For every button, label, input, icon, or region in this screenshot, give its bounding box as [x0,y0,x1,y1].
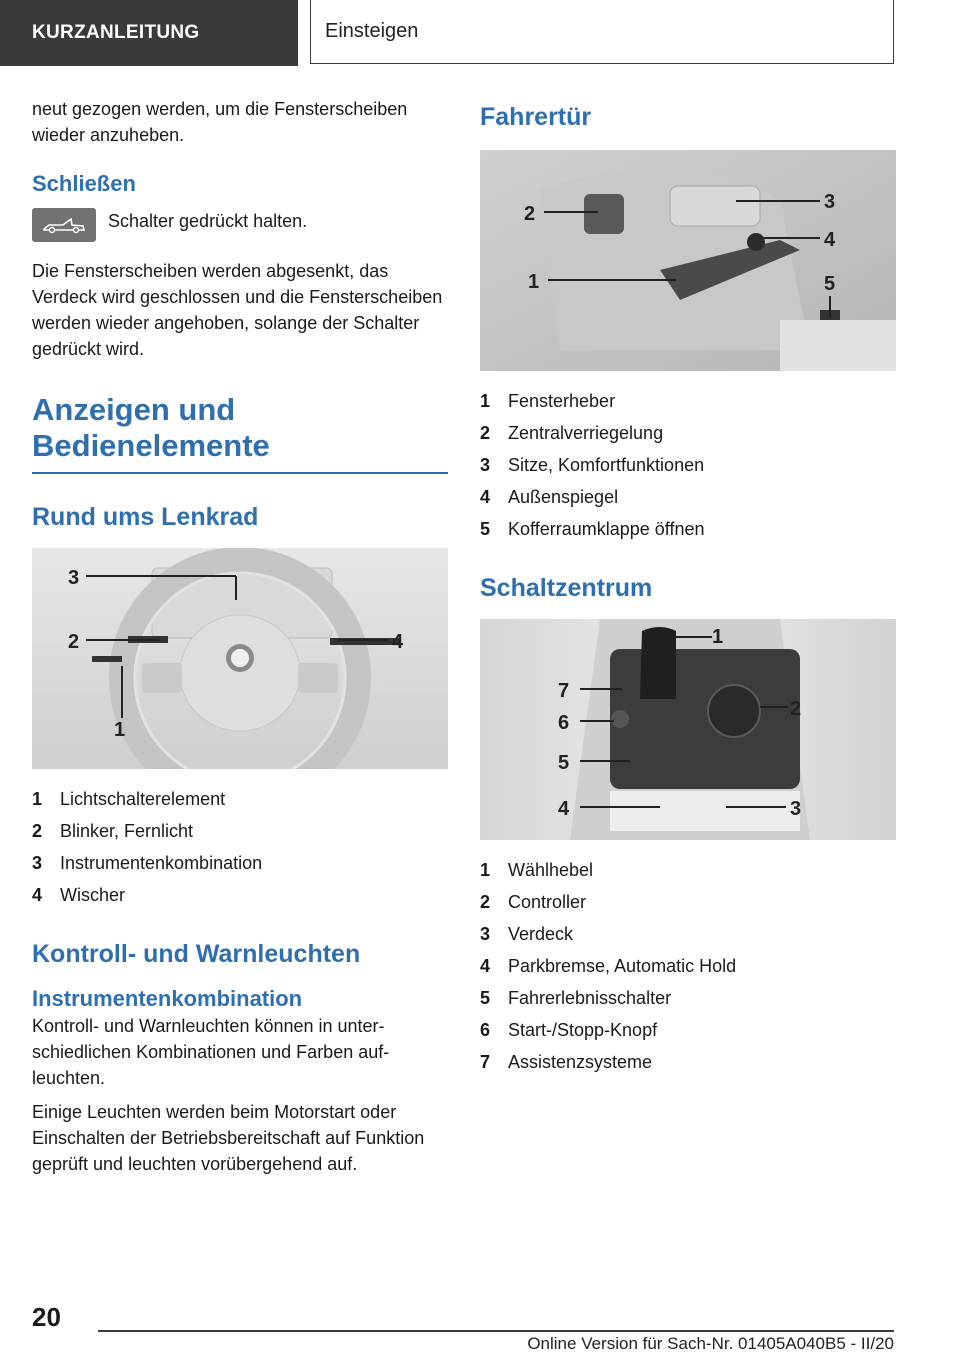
list-item: 2 Controller [480,892,587,912]
steering-callout-1: 1 [114,719,126,741]
list-item: 4 Außenspiegel [480,487,619,507]
closing-paragraph: Die Fensterscheiben werden abgesenkt, das Verdeck wird geschlossen und die Fensterscheiben werden wieder angehoben, solange der Schalter gedrückt wird. [32,261,443,359]
door-heading: Fahrertür [480,103,592,131]
intro-paragraph: neut gezogen werden, um die Fensterscheiben wieder anzuheben. [32,99,408,145]
list-item: 1 Wählhebel [480,860,594,880]
console-callout-2: 2 [790,698,802,720]
list-item: 3 Verdeck [480,924,574,944]
instrument-paragraph-2: Einige Leuchten werden beim Motorstart oder Einschalten der Betriebsbereitschaft auf Funktion geprüft und leuchten vorübergehend auf. [32,1102,425,1174]
list-item: 5 Kofferraumklappe öffnen [480,519,705,539]
warning-heading: Kontroll- und Warnleuchten [32,940,361,968]
list-item: 1 Fensterheber [480,391,616,411]
console-callout-7: 7 [558,680,570,702]
main-heading: Anzeigen und Bedienelemente [32,392,448,474]
door-callout-3: 3 [824,191,836,213]
convertible-car-icon [32,208,96,242]
driver-door-photo [480,150,896,371]
steering-legend [32,783,448,911]
closing-heading: Schließen [32,171,136,196]
console-callout-4: 4 [558,798,570,820]
left-column [32,96,448,1177]
door-legend [480,385,896,545]
header-chapter-label: Einsteigen [325,20,419,42]
steering-callout-2: 2 [68,631,80,653]
door-callout-1: 1 [528,271,540,293]
door-callout-2: 2 [524,203,536,225]
list-item: 4 Wischer [32,885,126,905]
list-item: 3 Instrumentenkombination [32,853,263,873]
closing-instruction-row [32,208,448,242]
right-column [480,96,896,1078]
page-number: 20 [32,1302,61,1332]
instrument-paragraph-1: Kontroll- und Warnleuchten können in unterschiedlichen Kombinationen und Farben aufleuchten. [32,1016,390,1088]
header-chapter-tab [310,0,894,64]
console-callout-6: 6 [558,712,570,734]
console-legend [480,854,896,1078]
list-item: 1 Lichtschalterelement [32,789,226,809]
console-callout-1: 1 [712,626,724,648]
list-item: 2 Blinker, Fernlicht [32,821,194,841]
steering-wheel-photo [32,548,448,769]
list-item: 7 Assistenzsysteme [480,1052,653,1072]
steering-heading: Rund ums Lenkrad [32,503,259,531]
center-console-photo [480,619,896,840]
list-item: 5 Fahrerlebnisschalter [480,988,672,1008]
footer-online-version: Online Version für Sach-Nr. 01405A040B5 - II/20 [527,1334,894,1353]
header-section-tab [0,0,298,66]
footer-divider [98,1330,894,1332]
steering-callout-3: 3 [68,567,80,589]
list-item: 4 Parkbremse, Automatic Hold [480,956,737,976]
closing-instruction: Schalter gedrückt halten. [108,211,308,231]
list-item: 3 Sitze, Komfortfunktionen [480,455,705,475]
door-callout-5: 5 [824,273,836,295]
console-callout-5: 5 [558,752,570,774]
instrument-heading: Instrumentenkombination [32,986,303,1011]
steering-callout-4: 4 [392,631,404,653]
list-item: 2 Zentralverriegelung [480,423,664,443]
header-section-label: KURZANLEITUNG [32,22,200,43]
list-item: 6 Start-/Stopp-Knopf [480,1020,658,1040]
door-callout-4: 4 [824,229,836,251]
console-heading: Schaltzentrum [480,574,653,602]
console-callout-3: 3 [790,798,802,820]
